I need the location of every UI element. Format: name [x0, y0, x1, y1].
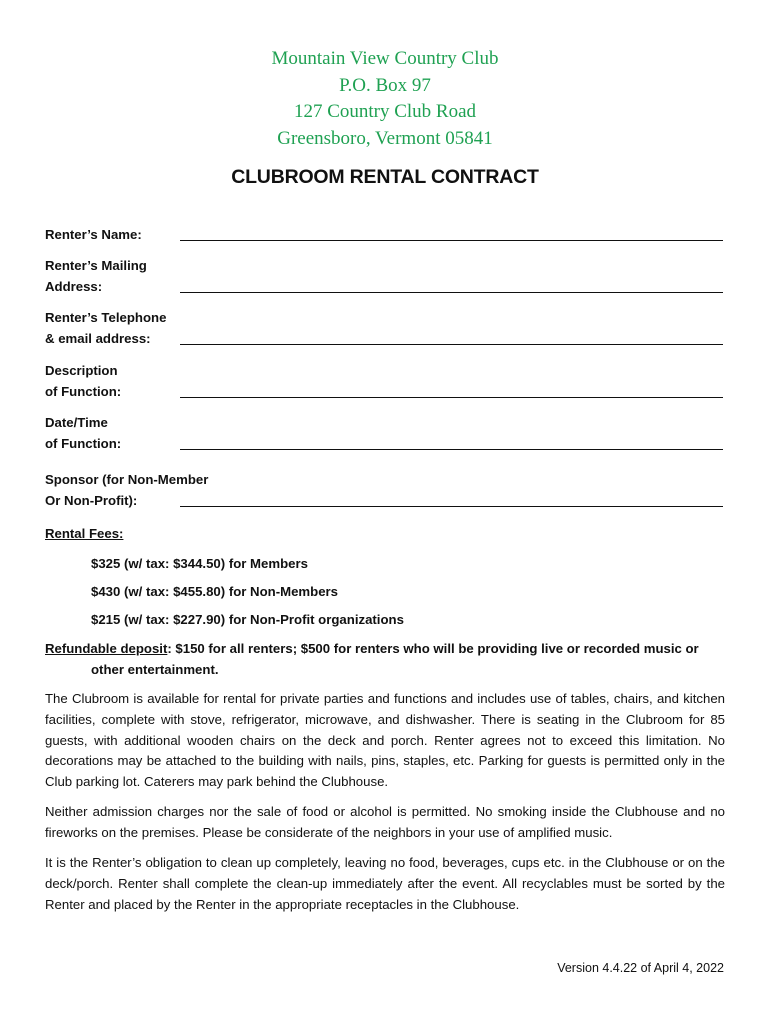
sponsor-blank[interactable]: [180, 506, 723, 507]
mailing-address-label-line2: Address:: [45, 279, 103, 294]
sponsor-label-line1: Sponsor (for Non-Member: [45, 472, 209, 487]
paragraph-availability: The Clubroom is available for rental for private parties and functions and includes use of tables, chairs, and kitchen facilities, complete with stove, refrigerator, microwave, and dishwasher. There is seating in the Clubroom for 85 guests, with additional wooden chairs on the deck and porch. Renter agrees not to exceed this limitation. No decorations may be attached to the building with nails, pins, staples, etc. Parking for guests is permitted only in the Club parking lot. Caterers may park behind the Clubhouse.: [45, 691, 725, 790]
document-title: CLUBROOM RENTAL CONTRACT: [231, 166, 539, 188]
paragraph-restrictions: Neither admission charges nor the sale of food or alcohol is permitted. No smoking inside the Clubhouse and no fireworks on the premises. Please be considerate of the neighbors in your use of amplified music.: [45, 804, 725, 840]
club-city: Greensboro, Vermont 05841: [277, 127, 493, 149]
version-footer: Version 4.4.22 of April 4, 2022: [557, 961, 724, 975]
club-street: 127 Country Club Road: [293, 101, 477, 122]
club-letterhead: [0, 46, 770, 152]
club-po-box: P.O. Box 97: [339, 74, 431, 96]
telephone-label-line2: & email address:: [45, 331, 151, 346]
mailing-address-blank[interactable]: [180, 292, 723, 293]
fee-non-profit: $215 (w/ tax: $227.90) for Non-Profit organizations: [91, 612, 404, 627]
telephone-label-line1: Renter’s Telephone: [45, 310, 167, 325]
club-name: Mountain View Country Club: [271, 48, 499, 69]
deposit-continuation: other entertainment.: [91, 662, 219, 677]
deposit-text: : $150 for all renters; $500 for renters who will be providing live or recorded music or: [167, 641, 699, 656]
fee-members: $325 (w/ tax: $344.50) for Members: [91, 556, 308, 571]
fee-non-members: $430 (w/ tax: $455.80) for Non-Members: [91, 584, 338, 599]
telephone-email-blank[interactable]: [180, 344, 723, 345]
sponsor-label-line2: Or Non-Profit):: [45, 493, 138, 508]
deposit-label: Refundable deposit: [45, 641, 168, 656]
refundable-deposit: [45, 638, 725, 680]
renter-name-label: Renter’s Name:: [45, 227, 142, 242]
datetime-label-line2: of Function:: [45, 436, 122, 451]
paragraph-cleanup: It is the Renter’s obligation to clean up completely, leaving no food, beverages, cups etc. in the Clubhouse or on the deck/porch. Renter shall complete the clean-up immediately after the event. All recyclables must be sorted by the Renter and placed by the Renter in the appropriate receptacles in the Clubhouse.: [45, 855, 725, 912]
description-label-line2: of Function:: [45, 384, 122, 399]
datetime-blank[interactable]: [180, 449, 723, 450]
renter-name-blank[interactable]: [180, 240, 723, 241]
description-blank[interactable]: [180, 397, 723, 398]
rental-fees-heading: Rental Fees:: [45, 526, 124, 541]
description-label-line1: Description: [45, 363, 118, 378]
mailing-address-label-line1: Renter’s Mailing: [45, 258, 147, 273]
datetime-label-line1: Date/Time: [45, 415, 108, 430]
